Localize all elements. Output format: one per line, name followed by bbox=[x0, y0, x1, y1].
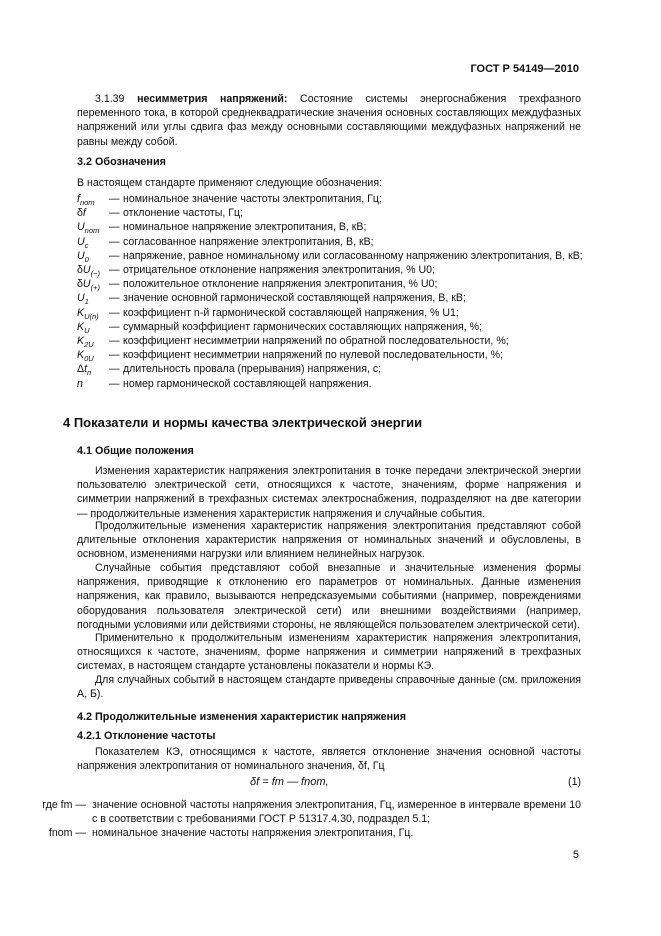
symbol-notation: $K_{U(n)}$ bbox=[77, 306, 99, 321]
symbol-notation: n bbox=[77, 377, 83, 390]
dash-separator: — bbox=[109, 221, 120, 234]
symbol-description: коэффициент несимметрии напряжений по обратной последовательности, %; bbox=[123, 335, 509, 348]
symbols-list bbox=[77, 192, 587, 391]
symbol-row bbox=[77, 235, 587, 249]
symbol-notation: $U_c$ bbox=[77, 235, 89, 250]
symbol-notation: $K_U$ bbox=[77, 320, 90, 335]
symbol-notation: $\Delta t_п$ bbox=[77, 363, 92, 378]
symbol-row bbox=[77, 206, 587, 220]
dash-separator: — bbox=[109, 264, 120, 277]
section-4-1-paragraph-3: Случайные события представляют собой внезапные и значительные изменения формы напряжения, приводящие к отклонению его параметров от номинальных. Данные изменения напряжения, как правило, вызываются непредсказуемыми событиями (например, повреждениями оборудования пользователя электрической сети) или внешними воздействиями (например, погодными условиями или действиями стороны, не являющейся пользователем электрической сети). bbox=[77, 562, 581, 631]
symbol-row bbox=[77, 348, 587, 362]
symbol-description: номинальное значение частоты электропитания, Гц; bbox=[123, 193, 382, 205]
symbol-row bbox=[77, 249, 587, 263]
dash-separator: — bbox=[109, 335, 120, 348]
symbol-notation: $K_{2U}$ bbox=[77, 335, 94, 350]
section-4-2-title: 4.2 Продолжительные изменения характеристик напряжения bbox=[77, 711, 407, 723]
dash-separator: — bbox=[109, 292, 120, 305]
equation-number: (1) bbox=[568, 776, 581, 788]
symbol-description: коэффициент несимметрии напряжений по нулевой последовательности, %; bbox=[123, 349, 503, 362]
dash-separator: — bbox=[109, 377, 120, 390]
dash-separator: — bbox=[109, 249, 120, 262]
symbol-description: положительное отклонение напряжения электропитания, % U0; bbox=[123, 278, 438, 291]
symbol-notation: δf bbox=[77, 207, 86, 220]
symbol-description: значение основной гармонической составляющей напряжения, В, кВ; bbox=[123, 292, 466, 305]
where-desc-fnom: номинальное значение частоты напряжения электропитания, Гц. bbox=[92, 827, 414, 840]
symbol-row bbox=[77, 362, 587, 376]
symbol-notation: $\delta U_{(-)}$ bbox=[77, 264, 100, 279]
clause-number: 3.1.39 bbox=[95, 93, 125, 105]
dash-separator: — bbox=[109, 349, 120, 362]
term-title: несимметрия напряжений: bbox=[137, 93, 288, 105]
symbol-row bbox=[77, 277, 587, 291]
paragraph-3-1-39 bbox=[77, 92, 581, 149]
symbol-description: согласованное напряжение электропитания, В, кВ; bbox=[123, 235, 374, 248]
symbol-notation: $U_{nom}$ bbox=[77, 221, 100, 236]
dash-separator: — bbox=[109, 193, 120, 205]
dash-separator: — bbox=[109, 306, 120, 319]
where-desc-fm: значение основной частоты напряжения электропитания, Гц, измеренное в интервале времени 10 с в соответствии с требованиями ГОСТ Р 51317.4.30, подраздел 5.1; bbox=[92, 799, 581, 826]
symbol-description: коэффициент n-й гармонической составляющей напряжения, % U1; bbox=[123, 306, 459, 319]
dash-separator: — bbox=[109, 320, 120, 333]
section-4-title: 4 Показатели и нормы качества электрической энергии bbox=[63, 415, 423, 430]
section-4-1-paragraph-1: Изменения характеристик напряжения электропитания в точке передачи электрической энергии пользователю электрической сети, относящихся к частоте, значениям, форме напряжения и симметрии напряжений в трехфазных системах электроснабжения, подразделяют на две категории — продолжительные изменения характеристик напряжения и случайные события. bbox=[77, 465, 581, 520]
symbol-row bbox=[77, 263, 587, 277]
formula-frequency-deviation: δf = fm — fnom, bbox=[250, 776, 329, 788]
section-4-1-paragraph-2: Продолжительные изменения характеристик напряжения электропитания представляют собой длительные отклонения характеристик напряжения от номинальных значений и обусловлены, в основном, изменениями нагрузки или влиянием нелинейных нагрузок. bbox=[77, 520, 581, 561]
symbol-row bbox=[77, 306, 587, 320]
symbol-description: отрицательное отклонение напряжения электропитания, % U0; bbox=[123, 264, 435, 277]
symbol-row bbox=[77, 320, 587, 334]
section-4-1-paragraph-5: Для случайных событий в настоящем стандарте приведены справочные данные (см. приложения А, Б). bbox=[77, 674, 581, 701]
symbol-description: напряжение, равное номинальному или согласованному напряжению электропитания, В, кВ; bbox=[123, 249, 583, 262]
symbol-description: номинальное напряжение электропитания, В, кВ; bbox=[123, 221, 367, 234]
dash-separator: — bbox=[109, 207, 120, 220]
symbol-notation: $U_1$ bbox=[77, 292, 89, 307]
symbol-description: суммарный коэффициент гармонических составляющих напряжения, %; bbox=[123, 320, 483, 333]
symbol-row bbox=[77, 334, 587, 348]
dash-separator: — bbox=[109, 235, 120, 248]
term-definition: Состояние системы энергоснабжения трехфазного переменного тока, в которой среднеквадратические значения основных составляющих междуфазных напряжений или углы сдвига фаз между основными составляющими междуфазных напряжений не равны между собой. bbox=[77, 93, 581, 148]
symbol-description: отклонение частоты, Гц; bbox=[123, 207, 244, 220]
section-4-1-paragraph-4: Применительно к продолжительным изменениям характеристик напряжения электропитания, относящихся к частоте, значениям, форме напряжения и симметрии напряжений в трехфазных системах, в настоящем стандарте установлены показатели и нормы КЭ. bbox=[77, 632, 581, 673]
document-standard-number: ГОСТ Р 54149—2010 bbox=[470, 63, 579, 75]
where-row-fm bbox=[30, 798, 581, 826]
symbol-row bbox=[77, 192, 587, 206]
section-4-2-1-paragraph: Показателем КЭ, относящимся к частоте, является отклонение значения основной частоты напряжения электропитания от номинального значения, δf, Гц bbox=[77, 746, 581, 773]
section-3-2-title: 3.2 Обозначения bbox=[77, 156, 166, 168]
page-number: 5 bbox=[572, 849, 579, 861]
dash-separator: — bbox=[109, 363, 120, 376]
dash-separator: — bbox=[109, 278, 120, 291]
where-symbol-fnom: fnom — bbox=[48, 827, 86, 840]
symbol-notation: $U_0$ bbox=[77, 249, 89, 264]
symbol-description: номер гармонической составляющей напряжения. bbox=[123, 377, 372, 390]
symbol-description: длительность провала (прерывания) напряжения, с; bbox=[123, 363, 382, 376]
symbol-notation: $\delta U_{(+)}$ bbox=[77, 278, 100, 293]
symbols-intro: В настоящем стандарте применяют следующие обозначения: bbox=[77, 177, 382, 189]
section-4-1-title: 4.1 Общие положения bbox=[77, 445, 194, 457]
where-clause bbox=[30, 798, 581, 841]
symbol-row bbox=[77, 377, 587, 391]
section-4-2-1-title: 4.2.1 Отклонение частоты bbox=[77, 730, 216, 742]
where-row-fnom bbox=[30, 826, 581, 840]
symbol-notation: $K_{0U}$ bbox=[77, 349, 94, 364]
symbol-row bbox=[77, 291, 587, 305]
symbol-row bbox=[77, 220, 587, 234]
where-symbol-fm: где fm — bbox=[42, 799, 86, 811]
symbol-notation: $f_{nom}$ bbox=[77, 193, 95, 208]
